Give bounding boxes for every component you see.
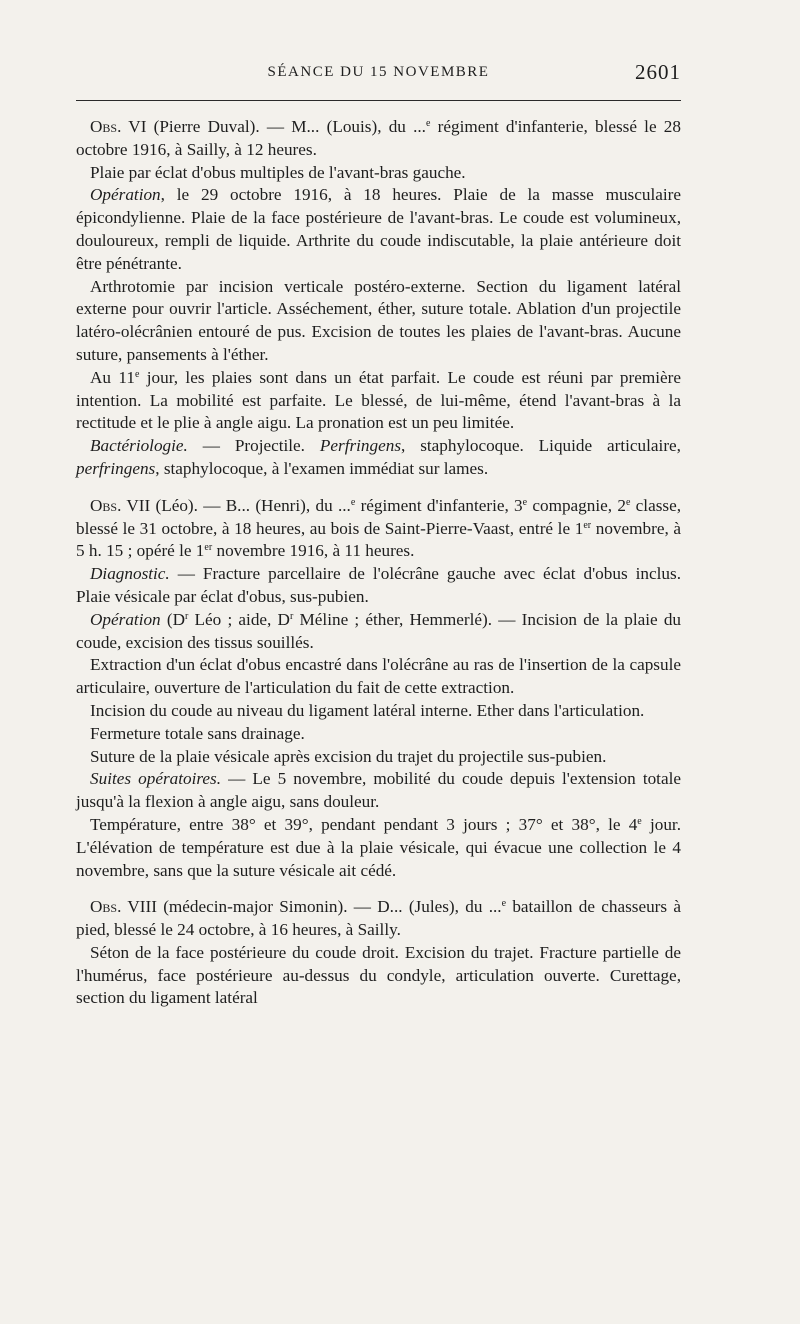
italic-text: Opération [90, 609, 161, 629]
page-number: 2601 [635, 60, 681, 84]
text-run: — Fracture parcellaire de l'olécrâne gauche avec éclat d'obus inclus. Plaie vésicale par éclat d'obus, sus-pubien. [76, 564, 681, 606]
text-run: VIII (médecin-major Simonin). — D... (Jules), du ... [121, 897, 502, 917]
text-run: novembre 1916, à 11 heures. [212, 541, 415, 561]
italic-text: Diagnostic. [90, 564, 170, 584]
text-run: classe, blessé le 31 octobre, à 18 heures, au bois de Saint-Pierre-Vaast, entré le 1 [76, 495, 682, 538]
superscript: e [501, 898, 507, 910]
superscript: e [425, 118, 431, 129]
text-run: régiment d'infanterie, 3 [355, 495, 523, 515]
text-run: , staphylocoque, à l'examen immédiat sur lames. [155, 458, 489, 478]
paragraph [76, 495, 681, 563]
paragraph [76, 814, 681, 882]
text-run: , le 29 octobre 1916, à 18 heures. Plaie de la masse musculaire épicondylienne. Plaie de la face postérieure de l'avant-bras. Le coude est volumineux, douloureux, rempli de liquide. Arthrite du coude indiscutable, la plaie antérieure doit être pénétrante. [76, 185, 681, 273]
document-body [76, 116, 681, 1010]
paragraph [76, 162, 681, 185]
paragraph [76, 942, 681, 1010]
text-run: Méline ; éther, Hemmerlé). — Incision de la plaie du coude, excision des tissus souillés. [76, 609, 682, 652]
italic-text: Perfringens [319, 436, 402, 456]
text-run: Extraction d'un éclat d'obus encastré dans l'olécrâne au ras de l'insertion de la capsule articulaire, ouverture de l'articulation du fait de cette extraction. [76, 655, 681, 698]
text-run: Fermeture totale sans drainage. [90, 723, 305, 743]
paragraph [76, 896, 681, 942]
text-run: , staphylocoque. Liquide articulaire, [401, 436, 681, 456]
paragraph [76, 563, 681, 609]
text-run: novembre, à 5 h. 15 ; opéré le 1 [76, 518, 681, 561]
paragraph [76, 367, 681, 435]
page-header [76, 60, 681, 90]
text-run: (D [160, 609, 185, 629]
paragraph [76, 435, 681, 481]
text-run: Léo ; aide, D [188, 609, 290, 629]
text-run: Séton de la face postérieure du coude droit. Excision du trajet. Fracture partielle de l'humérus, face postérieure au-dessus du condyle, articulation ouverte. Curettage, section du ligament latéral [76, 942, 681, 1008]
italic-text: Bactériologie. [90, 436, 188, 456]
text-run: — Le 5 novembre, mobilité du coude depuis l'extension totale jusqu'à la flexion à angle aigu, sans douleur. [76, 769, 681, 812]
header-rule [76, 100, 681, 101]
text-run: jour. L'élévation de température est due à la plaie vésicale, qui évacue une collection le 4 novembre, sans que la suture vésicale ait cédé. [76, 814, 681, 880]
superscript: e [134, 368, 140, 380]
italic-text: Opération [90, 185, 161, 205]
text-run: VII (Léo). — B... (Henri), du ... [121, 495, 351, 515]
paragraph [76, 609, 681, 655]
italic-text: perfringens [76, 458, 156, 478]
superscript: er [204, 542, 213, 554]
text-run: Température, entre 38° et 39°, pendant pendant 3 jours ; 37° et 38°, le 4 [90, 814, 638, 834]
paragraph [76, 768, 681, 814]
text-run: Plaie par éclat d'obus multiples de l'avant-bras gauche. [90, 162, 466, 182]
text-run: jour, les plaies sont dans un état parfait. Le coude est réuni par première intention. La mobilité est parfaite. Le blessé, de lui-même, étend l'avant-bras à la rectitude et le plie à angle aigu. La pronation est un peu limitée. [76, 367, 681, 433]
paragraph [76, 700, 681, 723]
text-run: Incision du coude au niveau du ligament latéral interne. Ether dans l'articulation. [90, 700, 645, 720]
superscript: e [522, 496, 528, 508]
text-run: Au 11 [90, 367, 135, 387]
text-run: Suture de la plaie vésicale après excision du trajet du projectile sus-pubien. [90, 746, 607, 766]
text-run: régiment d'infanterie, blessé le 28 octobre 1916, à Sailly, à 12 heures. [76, 117, 681, 159]
superscript: r [185, 610, 189, 622]
text-run: Arthrotomie par incision verticale postéro-externe. Section du ligament latéral externe pour ouvrir l'article. Asséchement, éther, suture totale. Ablation d'un projectile latéro-olécrânien entouré de pus. Excision de toutes les plaies de l'avant-bras. Aucune suture, pansements à l'éther. [76, 276, 681, 364]
superscript: e [350, 496, 356, 508]
text-run: — Projectile. [187, 436, 320, 456]
italic-text: Suites opératoires. [90, 769, 222, 789]
paragraph [76, 746, 681, 769]
paragraph [76, 723, 681, 746]
smallcaps-text: Obs. [90, 117, 122, 136]
smallcaps-text: Obs. [90, 897, 122, 917]
text-run: compagnie, 2 [527, 495, 626, 515]
superscript: r [289, 610, 294, 622]
paragraph [76, 654, 681, 700]
superscript: er [583, 519, 592, 531]
superscript: e [625, 496, 631, 508]
paragraph [76, 184, 681, 275]
running-title: SÉANCE DU 15 NOVEMBRE [267, 64, 490, 80]
paragraph [76, 276, 681, 367]
smallcaps-text: Obs. [90, 495, 122, 515]
text-run: bataillon de chasseurs à pied, blessé le 24 octobre, à 16 heures, à Sailly. [76, 897, 681, 940]
superscript: e [637, 815, 642, 827]
text-run: VI (Pierre Duval). — M... (Louis), du ... [121, 117, 426, 136]
paragraph [76, 116, 681, 162]
